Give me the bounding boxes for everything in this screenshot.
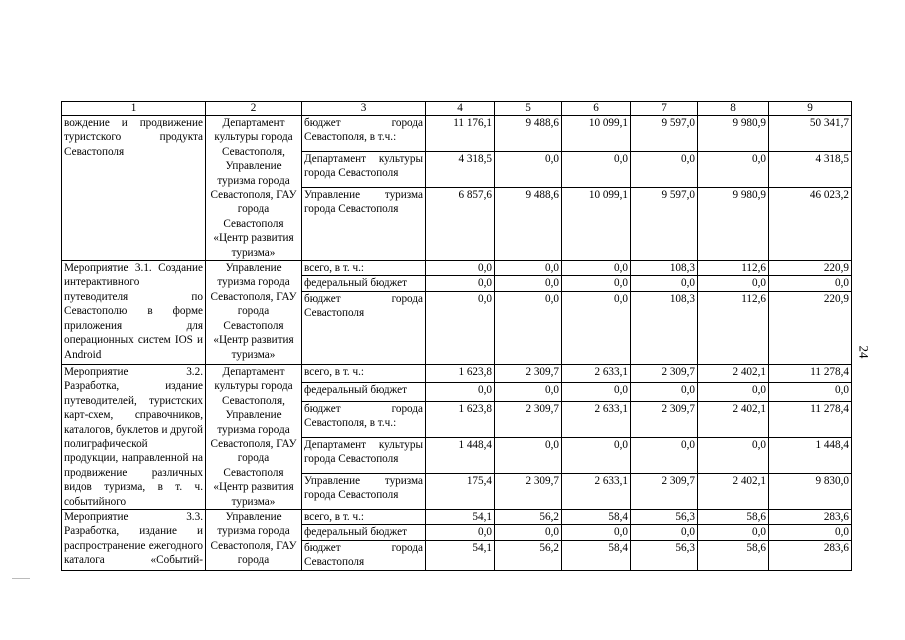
funding-source: бюджет города Севастополя, в т.ч.: xyxy=(302,402,426,438)
total-cell: 11 278,4 xyxy=(769,402,852,438)
value-cell: 56,2 xyxy=(495,540,562,570)
value-cell: 56,3 xyxy=(631,509,698,524)
value-cell: 10 099,1 xyxy=(562,188,631,261)
funding-source: Департамент культуры города Севастополя xyxy=(302,437,426,473)
value-cell: 0,0 xyxy=(426,291,495,364)
col-num: 9 xyxy=(769,102,852,116)
value-cell: 0,0 xyxy=(562,525,631,540)
total-cell: 9 830,0 xyxy=(769,473,852,509)
value-cell: 56,3 xyxy=(631,540,698,570)
value-cell: 11 176,1 xyxy=(426,116,495,152)
value-cell: 0,0 xyxy=(631,525,698,540)
column-number-row xyxy=(62,102,852,116)
total-cell: 283,6 xyxy=(769,540,852,570)
funding-source: бюджет города Севастополя xyxy=(302,291,426,364)
value-cell: 2 309,7 xyxy=(631,473,698,509)
value-cell: 2 633,1 xyxy=(562,402,631,438)
funding-source: федеральный бюджет xyxy=(302,383,426,402)
total-cell: 283,6 xyxy=(769,509,852,524)
col-num: 2 xyxy=(206,102,302,116)
value-cell: 2 633,1 xyxy=(562,473,631,509)
value-cell: 0,0 xyxy=(698,525,769,540)
value-cell: 108,3 xyxy=(631,261,698,276)
value-cell: 9 597,0 xyxy=(631,188,698,261)
measure-name: Мероприятие 3.2. Разработка, издание путеводителей, туристских карт-схем, справочников, каталогов, буклетов и другой полиграфической продукции, направленной на продвижение различных видов туризма, в т. ч. событийного xyxy=(62,364,206,509)
value-cell: 9 488,6 xyxy=(495,188,562,261)
value-cell: 54,1 xyxy=(426,540,495,570)
col-num: 4 xyxy=(426,102,495,116)
total-cell: 220,9 xyxy=(769,291,852,364)
total-cell: 4 318,5 xyxy=(769,152,852,188)
measure-name: Мероприятие 3.3. Разработка, издание и распространение ежегодного каталога «Событий- xyxy=(62,509,206,570)
table-row xyxy=(62,509,852,524)
value-cell: 0,0 xyxy=(495,261,562,276)
value-cell: 6 857,6 xyxy=(426,188,495,261)
funding-source: Управление туризма города Севастополя xyxy=(302,188,426,261)
total-cell: 0,0 xyxy=(769,383,852,402)
value-cell: 0,0 xyxy=(698,383,769,402)
value-cell: 0,0 xyxy=(495,383,562,402)
table-row xyxy=(62,261,852,276)
measure-name: вождение и продвижение туристского продукта Севастополя xyxy=(62,116,206,261)
value-cell: 112,6 xyxy=(698,261,769,276)
budget-table-page xyxy=(61,101,851,571)
total-cell: 50 341,7 xyxy=(769,116,852,152)
value-cell: 1 623,8 xyxy=(426,402,495,438)
value-cell: 0,0 xyxy=(426,261,495,276)
value-cell: 10 099,1 xyxy=(562,116,631,152)
funding-source: Департамент культуры города Севастополя xyxy=(302,152,426,188)
scan-margin-mark xyxy=(12,578,30,579)
value-cell: 58,6 xyxy=(698,540,769,570)
value-cell: 2 309,7 xyxy=(495,402,562,438)
value-cell: 0,0 xyxy=(631,152,698,188)
value-cell: 9 980,9 xyxy=(698,116,769,152)
funding-source: федеральный бюджет xyxy=(302,276,426,291)
value-cell: 0,0 xyxy=(495,525,562,540)
col-num: 5 xyxy=(495,102,562,116)
total-cell: 0,0 xyxy=(769,525,852,540)
funding-source: всего, в т. ч.: xyxy=(302,509,426,524)
funding-source: федеральный бюджет xyxy=(302,525,426,540)
value-cell: 0,0 xyxy=(426,383,495,402)
value-cell: 0,0 xyxy=(495,437,562,473)
value-cell: 9 980,9 xyxy=(698,188,769,261)
col-num: 8 xyxy=(698,102,769,116)
col-num: 7 xyxy=(631,102,698,116)
col-num: 1 xyxy=(62,102,206,116)
table-row xyxy=(62,364,852,383)
value-cell: 56,2 xyxy=(495,509,562,524)
value-cell: 2 309,7 xyxy=(631,364,698,383)
value-cell: 0,0 xyxy=(562,383,631,402)
measure-name: Мероприятие 3.1. Создание интерактивного путеводителя по Севастополю в форме приложения для операционных систем IOS и Android xyxy=(62,261,206,365)
value-cell: 58,6 xyxy=(698,509,769,524)
value-cell: 108,3 xyxy=(631,291,698,364)
value-cell: 0,0 xyxy=(698,437,769,473)
value-cell: 54,1 xyxy=(426,509,495,524)
value-cell: 2 309,7 xyxy=(495,473,562,509)
value-cell: 2 309,7 xyxy=(495,364,562,383)
value-cell: 1 448,4 xyxy=(426,437,495,473)
value-cell: 0,0 xyxy=(631,437,698,473)
funding-source: Управление туризма города Севастополя xyxy=(302,473,426,509)
executor: Управление туризма города Севастополя, ГАУ города xyxy=(206,509,302,570)
total-cell: 1 448,4 xyxy=(769,437,852,473)
value-cell: 0,0 xyxy=(631,383,698,402)
value-cell: 4 318,5 xyxy=(426,152,495,188)
value-cell: 0,0 xyxy=(631,276,698,291)
value-cell: 2 402,1 xyxy=(698,364,769,383)
col-num: 3 xyxy=(302,102,426,116)
value-cell: 0,0 xyxy=(562,437,631,473)
value-cell: 0,0 xyxy=(426,276,495,291)
value-cell: 2 309,7 xyxy=(631,402,698,438)
executor: Департамент культуры города Севастополя, Управление туризма города Севастополя, ГАУ города Севастополя «Центр развития туризма» xyxy=(206,364,302,509)
funding-source: бюджет города Севастополя, в т.ч.: xyxy=(302,116,426,152)
value-cell: 58,4 xyxy=(562,509,631,524)
value-cell: 0,0 xyxy=(426,525,495,540)
total-cell: 46 023,2 xyxy=(769,188,852,261)
value-cell: 9 597,0 xyxy=(631,116,698,152)
value-cell: 0,0 xyxy=(495,291,562,364)
value-cell: 0,0 xyxy=(562,152,631,188)
value-cell: 0,0 xyxy=(562,261,631,276)
total-cell: 11 278,4 xyxy=(769,364,852,383)
col-num: 6 xyxy=(562,102,631,116)
funding-source: всего, в т. ч.: xyxy=(302,364,426,383)
value-cell: 2 402,1 xyxy=(698,402,769,438)
value-cell: 58,4 xyxy=(562,540,631,570)
funding-source: всего, в т. ч.: xyxy=(302,261,426,276)
value-cell: 175,4 xyxy=(426,473,495,509)
value-cell: 112,6 xyxy=(698,291,769,364)
value-cell: 0,0 xyxy=(562,291,631,364)
page-number: 24 xyxy=(856,345,872,359)
budget-table xyxy=(61,101,852,571)
value-cell: 0,0 xyxy=(495,276,562,291)
total-cell: 0,0 xyxy=(769,276,852,291)
value-cell: 2 402,1 xyxy=(698,473,769,509)
value-cell: 0,0 xyxy=(562,276,631,291)
value-cell: 9 488,6 xyxy=(495,116,562,152)
executor: Управление туризма города Севастополя, ГАУ города Севастополя «Центр развития туризма» xyxy=(206,261,302,365)
executor: Департамент культуры города Севастополя, Управление туризма города Севастополя, ГАУ города Севастополя «Центр развития туризма» xyxy=(206,116,302,261)
value-cell: 0,0 xyxy=(698,152,769,188)
value-cell: 1 623,8 xyxy=(426,364,495,383)
funding-source: бюджет города Севастополя xyxy=(302,540,426,570)
total-cell: 220,9 xyxy=(769,261,852,276)
value-cell: 0,0 xyxy=(698,276,769,291)
value-cell: 0,0 xyxy=(495,152,562,188)
value-cell: 2 633,1 xyxy=(562,364,631,383)
table-row xyxy=(62,116,852,152)
